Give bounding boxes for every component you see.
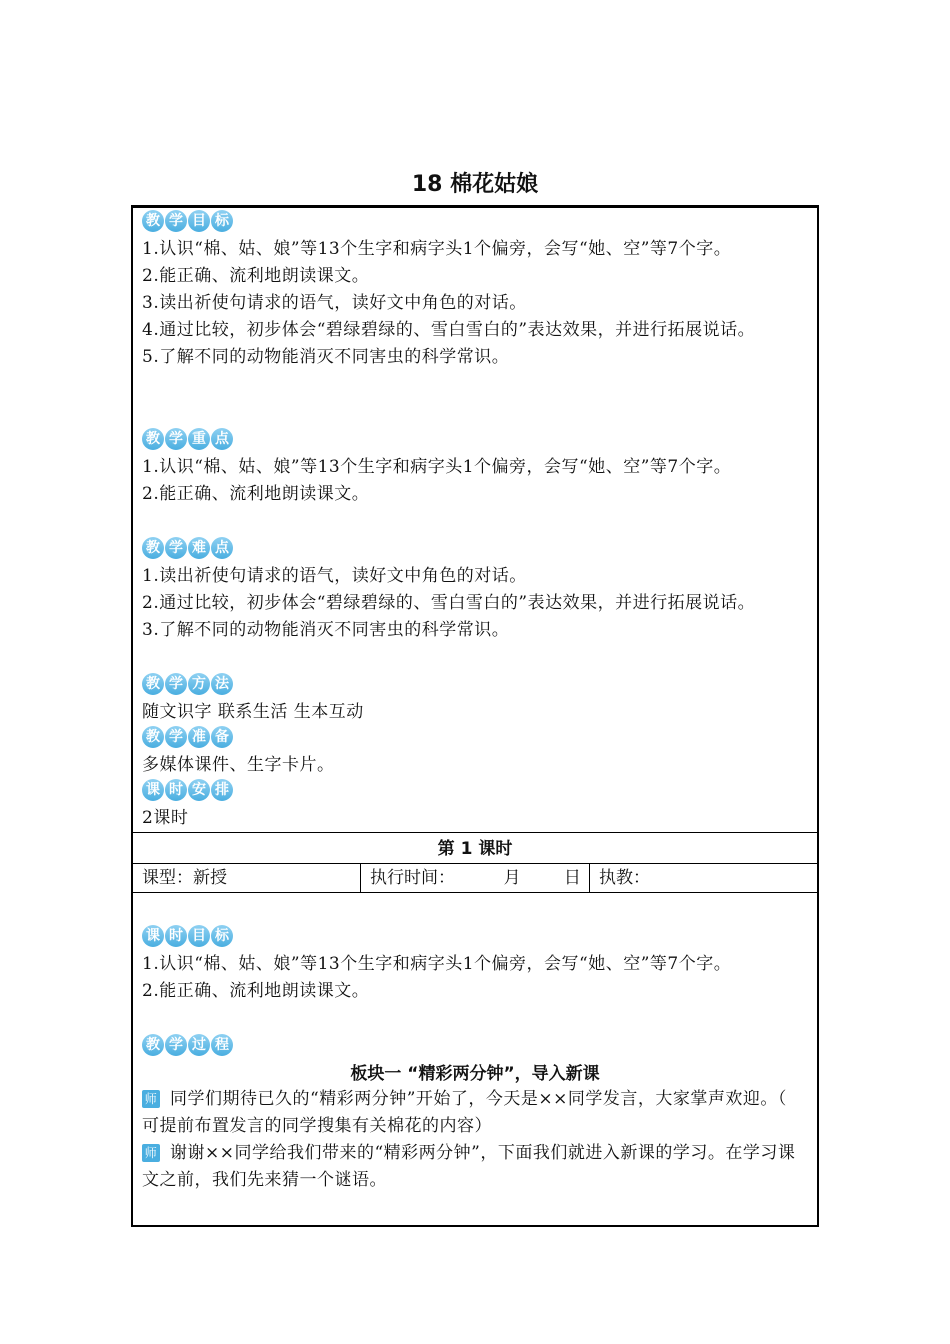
execution-time: 执行时间： 月 日 bbox=[370, 868, 581, 888]
badge-schedule: 课 时 安 排 bbox=[142, 779, 233, 801]
methods-text: 随文识字 联系生活 生本互动 bbox=[142, 702, 364, 722]
lesson-plan-table bbox=[131, 205, 819, 1227]
badge-difficulties: 教 学 难 点 bbox=[142, 537, 233, 559]
difficulty-item: 1.读出祈使句请求的语气，读好文中角色的对话。 bbox=[142, 566, 527, 586]
row-divider bbox=[133, 892, 817, 893]
teacher-name: 执教： bbox=[599, 868, 650, 888]
teacher-icon: 师 bbox=[142, 1144, 160, 1162]
column-divider bbox=[360, 864, 361, 892]
lesson-header: 第 1 课时 bbox=[437, 839, 513, 859]
badge-preparation: 教 学 准 备 bbox=[142, 726, 233, 748]
badge-methods: 教 学 方 法 bbox=[142, 673, 233, 695]
lesson-goals-list bbox=[142, 951, 802, 1005]
key-point-item: 1.认识“棉、姑、娘”等13个生字和病字头1个偏旁，会写“她、空”等7个字。 bbox=[142, 457, 732, 477]
schedule-text: 2课时 bbox=[142, 808, 189, 828]
teacher-line: 师 同学们期待已久的“精彩两分钟”开始了，今天是××同学发言，大家掌声欢迎。（ 可提前布置发言的同学搜集有关棉花的内容） bbox=[142, 1089, 787, 1136]
teacher-dialogue bbox=[142, 1086, 802, 1194]
goal-item: 1.认识“棉、姑、娘”等13个生字和病字头1个偏旁，会写“她、空”等7个字。 bbox=[142, 239, 732, 259]
badge-teaching-process: 教 学 过 程 bbox=[142, 1034, 233, 1056]
teacher-icon: 师 bbox=[142, 1090, 160, 1108]
badge-key-points: 教 学 重 点 bbox=[142, 428, 233, 450]
teacher-line: 师 谢谢××同学给我们带来的“精彩两分钟”，下面我们就进入新课的学习。在学习课文之前，我们先来猜一个谜语。 bbox=[142, 1143, 796, 1190]
key-points-list bbox=[142, 454, 802, 508]
column-divider bbox=[589, 864, 590, 892]
difficulty-item: 2.通过比较，初步体会“碧绿碧绿的、雪白雪白的”表达效果，并进行拓展说话。 bbox=[142, 593, 756, 613]
row-divider bbox=[133, 832, 817, 833]
lesson-goal-item: 1.认识“棉、姑、娘”等13个生字和病字头1个偏旁，会写“她、空”等7个字。 bbox=[142, 954, 732, 974]
goal-item: 4.通过比较，初步体会“碧绿碧绿的、雪白雪白的”表达效果，并进行拓展说话。 bbox=[142, 320, 756, 340]
lesson-goal-item: 2.能正确、流利地朗读课文。 bbox=[142, 981, 370, 1001]
badge-teaching-goals: 教 学 目 标 bbox=[142, 210, 233, 232]
page-title: 18 棉花姑娘 bbox=[411, 172, 539, 197]
badge-lesson-goals: 课 时 目 标 bbox=[142, 925, 233, 947]
preparation-text: 多媒体课件、生字卡片。 bbox=[142, 755, 335, 775]
difficulties-list bbox=[142, 563, 802, 644]
block-title: 板块一 “精彩两分钟”，导入新课 bbox=[350, 1064, 600, 1084]
key-point-item: 2.能正确、流利地朗读课文。 bbox=[142, 484, 370, 504]
goal-item: 2.能正确、流利地朗读课文。 bbox=[142, 266, 370, 286]
goal-item: 3.读出祈使句请求的语气，读好文中角色的对话。 bbox=[142, 293, 527, 313]
difficulty-item: 3.了解不同的动物能消灭不同害虫的科学常识。 bbox=[142, 620, 510, 640]
goal-item: 5.了解不同的动物能消灭不同害虫的科学常识。 bbox=[142, 347, 510, 367]
lesson-type: 课型：新授 bbox=[142, 868, 227, 888]
goals-list bbox=[142, 236, 802, 371]
